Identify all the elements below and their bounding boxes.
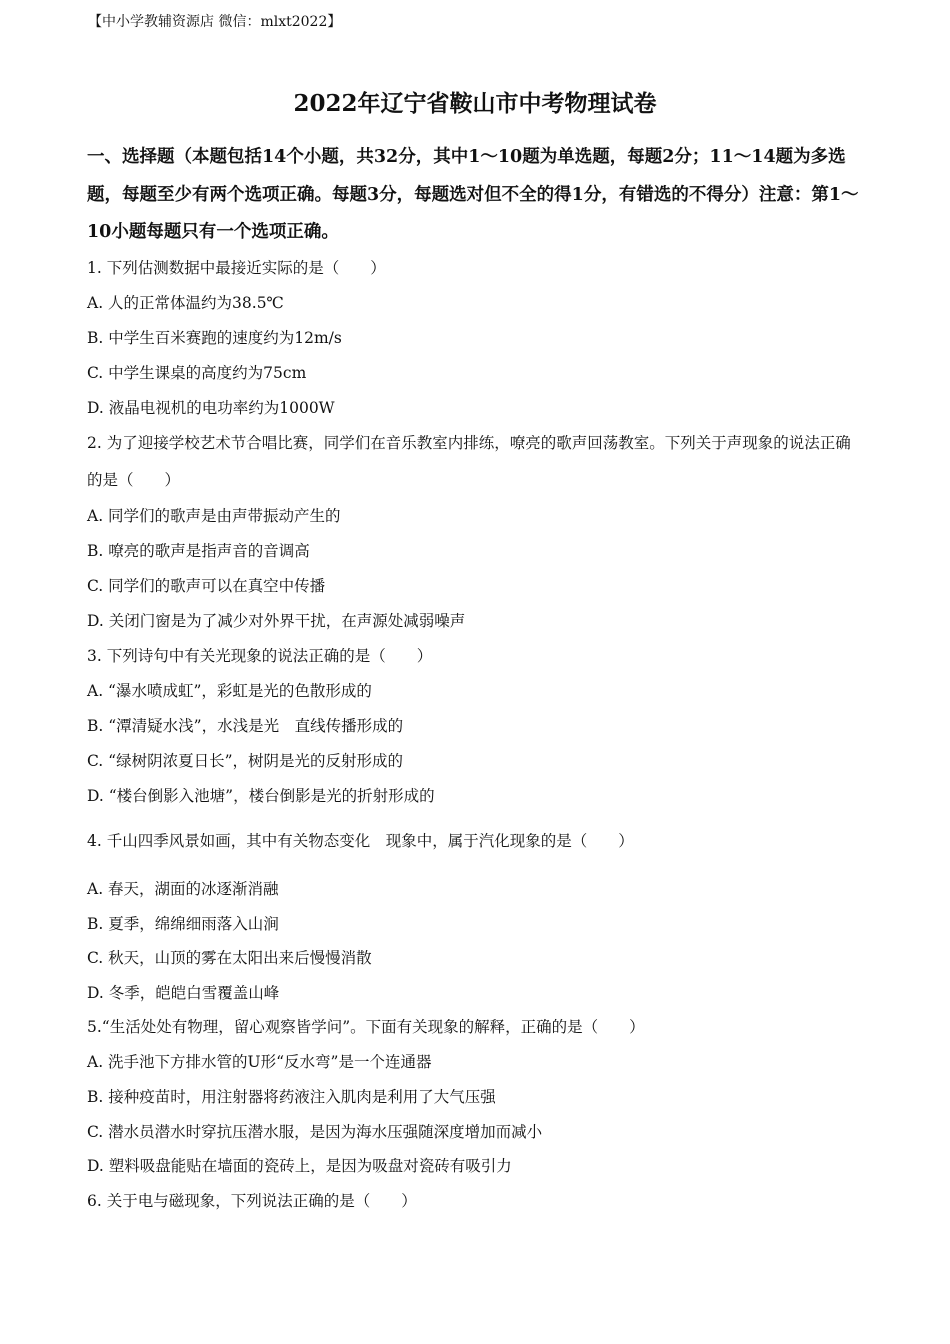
question-2-option-a: A. 同学们的歌声是由声带振动产生的	[87, 507, 341, 525]
question-2-stem: 2. 为了迎接学校艺术节合唱比赛，同学们在音乐教室内排练，嘹亮的歌声回荡教室。下列关于声现象的说法正确的是（ ）	[87, 434, 851, 489]
question-5-stem: 5.“生活处处有物理，留心观察皆学问”。下面有关现象的解释，正确的是（ ）	[87, 1018, 645, 1036]
question-1-option-a: A. 人的正常体温约为38.5℃	[87, 294, 284, 312]
question-2-option-d: D. 关闭门窗是为了减少对外界干扰，在声源处减弱噪声	[87, 612, 466, 630]
question-2-option-c: C. 同学们的歌声可以在真空中传播	[87, 577, 326, 595]
section-heading: 一、选择题（本题包括14个小题，共32分，其中1～10题为单选题，每题2分；11～14题为多选题，每题至少有两个选项正确。每题3分，每题选对但不全的得1分，有错选的不得分）注意：第1～10小题每题只有一个选项正确。	[87, 147, 859, 242]
question-5-option-d: D. 塑料吸盘能贴在墙面的瓷砖上，是因为吸盘对瓷砖有吸引力	[87, 1157, 512, 1175]
question-4-option-d: D. 冬季，皑皑白雪覆盖山峰	[87, 984, 280, 1002]
question-3-option-b: B. “潭清疑水浅”，水浅是光 直线传播形成的	[87, 717, 404, 735]
question-2-option-b: B. 嘹亮的歌声是指声音的音调高	[87, 542, 310, 560]
question-1-option-c: C. 中学生课桌的高度约为75cm	[87, 364, 307, 382]
question-5-option-c: C. 潜水员潜水时穿抗压潜水服，是因为海水压强随深度增加而减小	[87, 1123, 543, 1141]
page-title: 2022年辽宁省鞍山市中考物理试卷	[293, 90, 657, 117]
question-1-option-d: D. 液晶电视机的电功率约为1000W	[87, 399, 335, 417]
question-1-stem: 1. 下列估测数据中最接近实际的是（ ）	[87, 259, 386, 277]
question-6-stem: 6. 关于电与磁现象，下列说法正确的是（ ）	[87, 1192, 417, 1210]
question-3-option-a: A. “瀑水喷成虹”，彩虹是光的色散形成的	[87, 682, 372, 700]
question-4-option-c: C. 秋天，山顶的雾在太阳出来后慢慢消散	[87, 949, 372, 967]
question-5-option-b: B. 接种疫苗时，用注射器将药液注入肌肉是利用了大气压强	[87, 1088, 496, 1106]
question-4-option-a: A. 春天，湖面的冰逐渐消融	[87, 880, 279, 898]
question-3-stem: 3. 下列诗句中有关光现象的说法正确的是（ ）	[87, 647, 433, 665]
question-4-option-b: B. 夏季，绵绵细雨落入山涧	[87, 915, 279, 933]
header-note: 【中小学教辅资源店 微信：mlxt2022】	[88, 14, 342, 30]
question-4-stem: 4. 千山四季风景如画，其中有关物态变化 现象中，属于汽化现象的是（ ）	[87, 832, 634, 850]
question-1-option-b: B. 中学生百米赛跑的速度约为12m/s	[87, 329, 342, 347]
question-3-option-d: D. “楼台倒影入池塘”，楼台倒影是光的折射形成的	[87, 787, 435, 805]
question-5-option-a: A. 洗手池下方排水管的U形“反水弯”是一个连通器	[87, 1053, 432, 1071]
question-3-option-c: C. “绿树阴浓夏日长”，树阴是光的反射形成的	[87, 752, 404, 770]
